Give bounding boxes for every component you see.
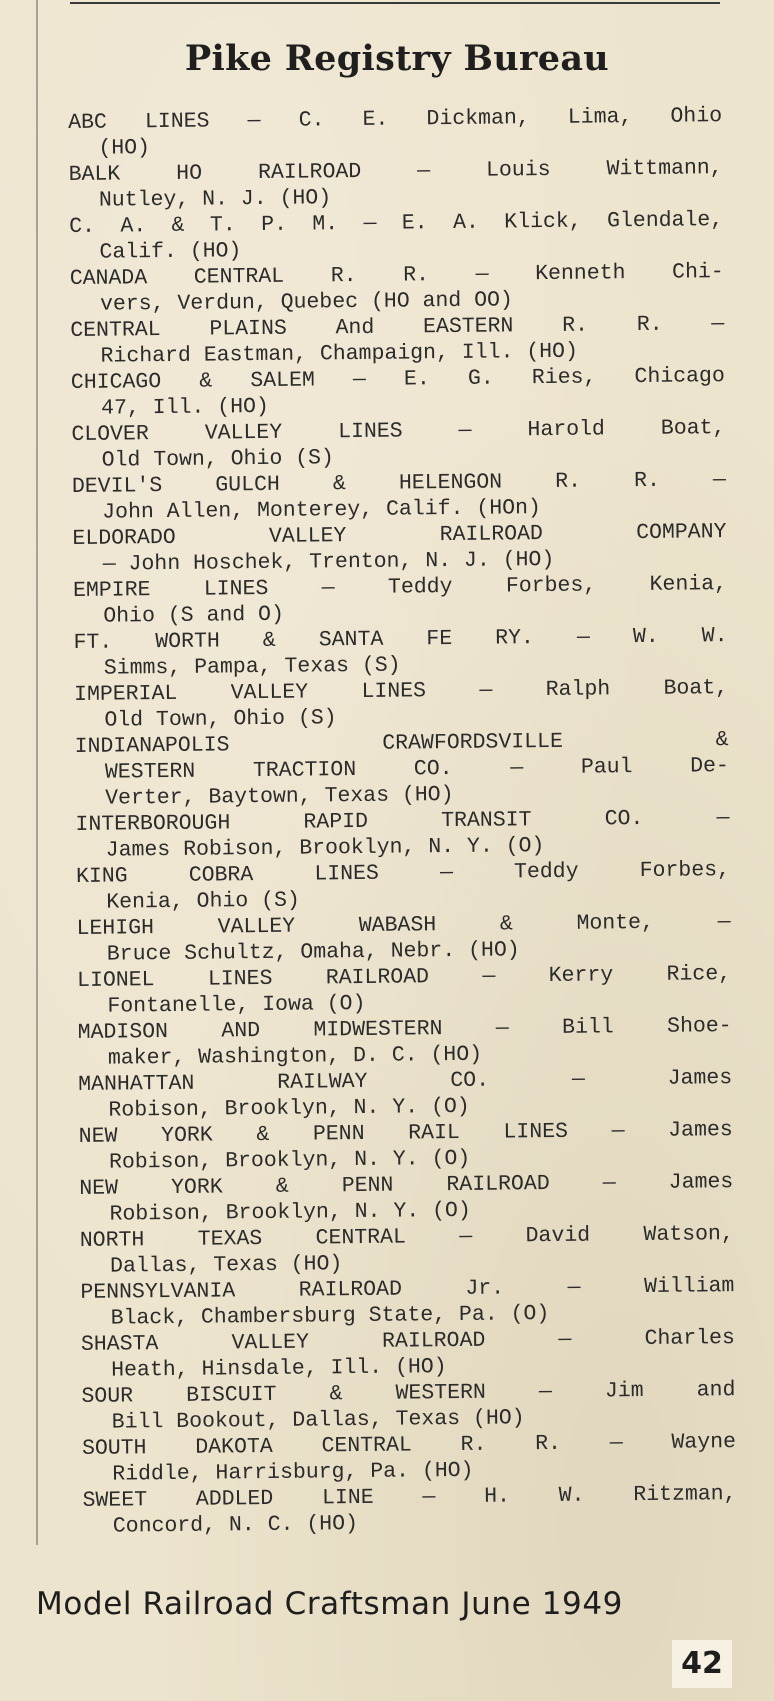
registry-entry	[82, 1429, 737, 1488]
registry-entry	[80, 1273, 735, 1332]
entry-line: KING COBRA LINES — Teddy Forbes,	[75, 858, 731, 889]
entry-line: Black, Chambersburg State, Pa. (O)	[110, 1302, 550, 1331]
entry-line: BALK HO RAILROAD — Louis Wittmann,	[68, 156, 723, 187]
registry-entry	[75, 805, 730, 864]
entry-line: NEW YORK & PENN RAIL LINES — James	[78, 1118, 733, 1149]
registry-entry	[72, 467, 727, 526]
top-rule	[70, 2, 720, 4]
entry-line: CLOVER VALLEY LINES — Harold Boat,	[71, 416, 726, 447]
publication-footer: Model Railroad Craftsman June 1949	[36, 1586, 623, 1622]
entry-line: CENTRAL PLAINS And EASTERN R. R. —	[70, 312, 725, 343]
registry-entry	[78, 1013, 733, 1072]
registry-entry	[70, 311, 725, 370]
entry-line: SOUTH DAKOTA CENTRAL R. R. — Wayne	[81, 1430, 737, 1461]
page-number: 42	[672, 1640, 732, 1688]
entry-line: C. A. & T. P. M. — E. A. Klick, Glendale,	[69, 208, 724, 239]
entry-line: ABC LINES — C. E. Dickman, Lima, Ohio	[68, 104, 723, 135]
registry-entry	[77, 961, 732, 1020]
entry-line: LIONEL LINES RAILROAD — Kerry Rice,	[76, 962, 732, 993]
registry-entry	[81, 1377, 736, 1436]
registry-entry	[73, 571, 728, 630]
registry-entry	[69, 155, 724, 214]
entry-line: Robison, Brooklyn, N. Y. (O)	[109, 1198, 471, 1227]
entry-line: Calif. (HO)	[99, 239, 242, 265]
registry-entry	[76, 909, 731, 968]
entry-line: Dallas, Texas (HO)	[109, 1252, 343, 1279]
entry-line: INDIANAPOLIS CRAWFORDSVILLE &	[74, 728, 729, 759]
registry-entry	[74, 675, 729, 734]
entry-line: CHICAGO & SALEM — E. G. Ries, Chicago	[70, 364, 725, 395]
registry-entry	[79, 1169, 734, 1228]
entry-line: Richard Eastman, Champaign, Ill. (HO)	[100, 339, 579, 369]
registry-entry	[70, 259, 725, 318]
entry-line: FT. WORTH & SANTA FE RY. — W. W.	[73, 624, 728, 655]
entry-line: Fontanelle, Iowa (O)	[107, 991, 366, 1019]
entry-line: SOUR BISCUIT & WESTERN — Jim and	[81, 1378, 736, 1409]
registry-entry	[76, 857, 731, 916]
entry-line: MANHATTAN RAILWAY CO. — James	[78, 1066, 733, 1097]
entry-line: (HO)	[98, 136, 151, 161]
entry-line: MADISON AND MIDWESTERN — Bill Shoe-	[77, 1014, 732, 1045]
entry-line: Nutley, N. J. (HO)	[98, 186, 332, 213]
entry-line: John Allen, Monterey, Calif. (HOn)	[102, 496, 541, 525]
registry-entry	[80, 1221, 735, 1280]
entry-line: Robison, Brooklyn, N. Y. (O)	[108, 1094, 470, 1123]
registry-entry	[71, 363, 726, 422]
entry-line: Kenia, Ohio (S)	[106, 888, 300, 915]
registry-entry	[79, 1117, 734, 1176]
entry-line: WESTERN TRACTION CO. — Paul De-	[104, 754, 730, 785]
entry-line: maker, Washington, D. C. (HO)	[107, 1042, 483, 1071]
entry-line: ELDORADO VALLEY RAILROAD COMPANY	[72, 520, 727, 551]
page-title: Pike Registry Bureau	[184, 38, 610, 79]
entry-line: vers, Verdun, Quebec (HO and OO)	[99, 288, 514, 317]
registry-entry	[69, 207, 724, 266]
entry-line: Old Town, Ohio (S)	[104, 706, 337, 733]
entry-line: SWEET ADDLED LINE — H. W. Ritzman,	[82, 1482, 737, 1513]
entry-line: EMPIRE LINES — Teddy Forbes, Kenia,	[72, 572, 728, 603]
entry-line: James Robison, Brooklyn, N. Y. (O)	[105, 834, 545, 863]
entry-line: Simms, Pampa, Texas (S)	[103, 653, 401, 681]
registry-entry	[75, 727, 730, 812]
entry-line: IMPERIAL VALLEY LINES — Ralph Boat,	[74, 676, 729, 707]
entry-line: PENNSYLVANIA RAILROAD Jr. — William	[80, 1274, 735, 1305]
entry-line: LEHIGH VALLEY WABASH & Monte, —	[76, 910, 731, 941]
entry-line: 47, Ill. (HO)	[101, 394, 269, 421]
entry-line: — John Hoschek, Trenton, N. J. (HO)	[102, 547, 555, 577]
entry-line: DEVIL'S GULCH & HELENGON R. R. —	[71, 468, 727, 499]
entry-line: CANADA CENTRAL R. R. — Kenneth Chi-	[69, 260, 724, 291]
registry-entry	[72, 519, 727, 578]
left-margin-rule	[36, 0, 38, 1545]
entry-line: Riddle, Harrisburg, Pa. (HO)	[112, 1458, 474, 1487]
entry-line: INTERBOROUGH RAPID TRANSIT CO. —	[75, 806, 730, 837]
entry-line: Concord, N. C. (HO)	[112, 1512, 359, 1539]
entry-line: Bill Bookout, Dallas, Texas (HO)	[111, 1406, 525, 1435]
entry-line: Ohio (S and O)	[103, 602, 285, 629]
entry-line: Heath, Hinsdale, Ill. (HO)	[111, 1355, 447, 1383]
registry-list	[68, 103, 737, 1540]
registry-entry	[71, 415, 726, 474]
entry-line: Robison, Brooklyn, N. Y. (O)	[108, 1146, 471, 1175]
entry-line: Bruce Schultz, Omaha, Nebr. (HO)	[106, 938, 520, 967]
entry-line: NEW YORK & PENN RAILROAD — James	[79, 1170, 734, 1201]
registry-entry	[81, 1325, 736, 1384]
entry-line: SHASTA VALLEY RAILROAD — Charles	[80, 1326, 736, 1357]
entry-line: NORTH TEXAS CENTRAL — David Watson,	[79, 1222, 734, 1253]
registry-entry	[82, 1481, 737, 1540]
registry-entry	[73, 623, 728, 682]
registry-entry	[78, 1065, 733, 1124]
registry-entry	[68, 103, 723, 162]
entry-line: Old Town, Ohio (S)	[101, 446, 335, 473]
entry-line: Verter, Baytown, Texas (HO)	[105, 783, 454, 811]
